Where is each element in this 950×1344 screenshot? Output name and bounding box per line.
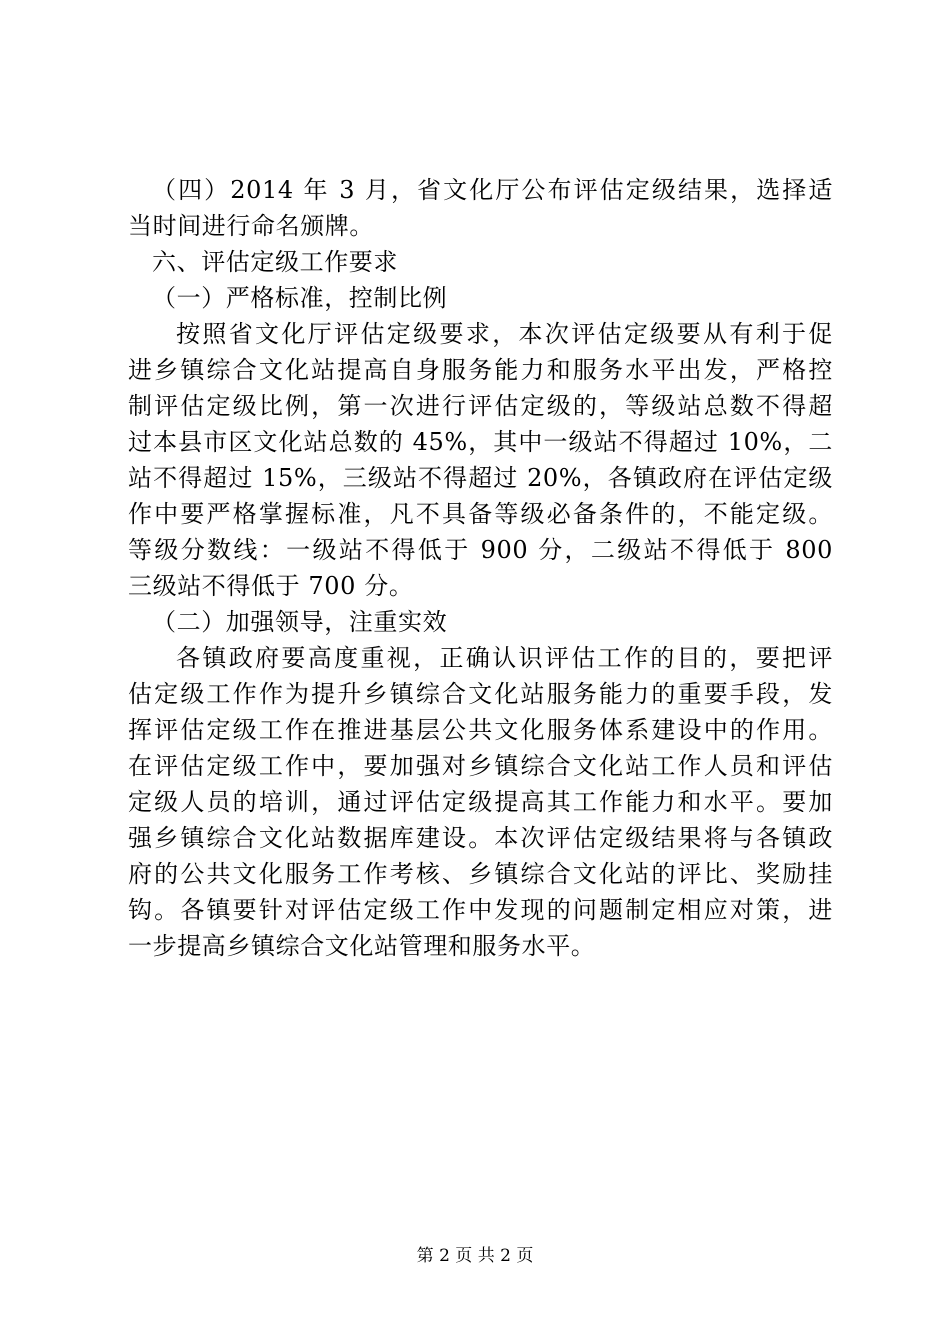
text-line: 等级分数线：一级站不得低于 900 分，二级站不得低于 800: [128, 536, 833, 564]
text-line: 按照省文化厅评估定级要求，本次评估定级要从有利于促: [176, 320, 833, 348]
text-line: 估定级工作作为提升乡镇综合文化站服务能力的重要手段，发: [128, 680, 833, 708]
text-line: 钩。各镇要针对评估定级工作中发现的问题制定相应对策，进: [128, 896, 833, 924]
document-body: [128, 172, 833, 964]
text-line: 三级站不得低于 700 分。: [128, 572, 414, 600]
text-line: 一步提高乡镇综合文化站管理和服务水平。: [128, 932, 596, 960]
text-line: 当时间进行命名颁牌。: [128, 212, 374, 240]
text-line: 进乡镇综合文化站提高自身服务能力和服务水平出发，严格控: [128, 356, 833, 384]
text-line: 站不得超过 15%，三级站不得超过 20%，各镇政府在评估定级: [128, 464, 833, 492]
text-line: 强乡镇综合文化站数据库建设。本次评估定级结果将与各镇政: [128, 824, 833, 852]
text-line: 定级人员的培训，通过评估定级提高其工作能力和水平。要加: [128, 788, 833, 816]
text-line: 府的公共文化服务工作考核、乡镇综合文化站的评比、奖励挂: [128, 860, 833, 888]
text-line: 过本县市区文化站总数的 45%，其中一级站不得超过 10%，二: [128, 428, 833, 456]
text-line: 各镇政府要高度重视，正确认识评估工作的目的，要把评: [176, 644, 833, 672]
text-line: （四）2014 年 3 月，省文化厅公布评估定级结果，选择适: [152, 176, 833, 204]
text-line: 挥评估定级工作在推进基层公共文化服务体系建设中的作用。: [128, 716, 833, 744]
page-footer: 第 2 页 共 2 页: [416, 1246, 534, 1266]
text-line: 制评估定级比例，第一次进行评估定级的，等级站总数不得超: [128, 392, 833, 420]
text-line: 六、评估定级工作要求: [152, 248, 398, 276]
text-line: 作中要严格掌握标准，凡不具备等级必备条件的，不能定级。: [128, 500, 833, 528]
text-line: 在评估定级工作中，要加强对乡镇综合文化站工作人员和评估: [128, 752, 833, 780]
text-line: （一）严格标准，控制比例: [152, 284, 448, 312]
text-line: （二）加强领导，注重实效: [152, 608, 448, 636]
